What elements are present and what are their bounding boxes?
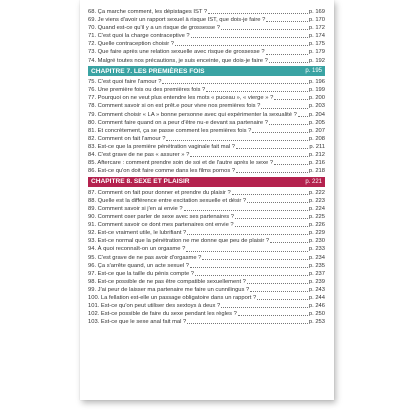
chapter-title: CHAPITRE 7. LES PREMIÈRES FOIS [91,67,205,75]
dot-leader [187,234,308,235]
entry-title: 102. Est-ce possible de faire du sexe pendant les règles ? [88,311,237,318]
entry-title: 101. Est-ce qu'on peut utiliser des sextoys à deux ? [88,303,221,310]
toc-entry [88,16,325,24]
entry-title: 83. Est-ce que la première pénétration vaginale fait mal ? [88,143,235,150]
entry-title: 70. Quand est-ce qu'il y a un risque de grossesse ? [88,25,220,32]
entry-page-number: p. 192 [308,57,325,64]
toc-entry [88,135,325,143]
entry-page-number: p. 253 [308,319,325,326]
entry-page-number: p. 224 [308,205,325,212]
entry-page-number: p. 243 [308,286,325,293]
entry-page-number: p. 239 [308,278,325,285]
dot-leader [166,140,307,141]
toc-entry [88,262,325,270]
chapter-header [88,66,325,76]
toc-entry [88,310,325,318]
dot-leader [162,83,307,84]
entry-page-number: p. 250 [308,311,325,318]
toc-entry [88,245,325,253]
entry-page-number: p. 175 [308,41,325,48]
chapter-page-number: p. 221 [305,178,322,185]
entry-title: 94. À quoi reconnaît-on un orgasme ? [88,246,186,253]
entry-page-number: p. 218 [308,168,325,175]
toc-entry [88,229,325,237]
entry-title: 75. C'est quoi faire l'amour ? [88,79,162,86]
entry-page-number: p. 169 [308,9,325,15]
toc-entry [88,151,325,159]
dot-leader [250,291,308,292]
dot-leader [208,13,308,14]
entry-title: 100. La fellation est-elle un passage obligatoire dans un rapport ? [88,295,257,301]
entry-page-number: p. 174 [308,33,325,40]
dot-leader [186,251,308,252]
dot-leader [266,54,308,55]
entry-page-number: p. 179 [308,49,325,56]
entry-page-number: p. 204 [308,111,325,118]
entry-title: 78. Comment savoir si on est prêt.e pour vivre nos premières fois ? [88,103,261,110]
dot-leader [221,307,308,308]
entry-page-number: p. 205 [308,119,325,126]
entry-page-number: p. 216 [308,160,325,167]
entry-title: 82. Comment on fait l'amour ? [88,135,166,142]
entry-page-number: p. 237 [308,270,325,277]
entry-page-number: p. 170 [308,17,325,24]
dot-leader [247,202,308,203]
toc-entry [88,24,325,32]
entry-page-number: p. 207 [308,127,325,134]
entry-page-number: p. 203 [308,103,325,110]
toc-entry [88,189,325,197]
dot-leader [190,267,308,268]
entry-page-number: p. 244 [308,295,325,301]
toc-entry [88,270,325,278]
dot-leader [187,323,308,324]
entry-page-number: p. 222 [308,189,325,196]
entry-title: 79. Comment choisir « LA » bonne personne avec qui expérimenter la sexualité ? [88,111,297,118]
entry-title: 77. Pourquoi on ne veut plus entendre les mots « puceau », « vierge » ? [88,95,274,102]
dot-leader [274,164,308,165]
entry-title: 92. Est-ce vraiment utile, le lubrifiant ? [88,230,187,237]
entry-title: 103. Est-ce que le sexe anal fait mal ? [88,319,187,326]
toc-entry [88,221,325,229]
entry-title: 89. Comment savoir si j'en ai envie ? [88,205,183,212]
entry-title: 93. Est-ce normal que la pénétration ne me donne que peu de plaisir ? [88,238,270,245]
entry-title: 81. Et concrètement, ça se passe comment les premières fois ? [88,127,252,134]
toc-entry [88,143,325,151]
entry-title: 69. Je viens d'avoir un rapport sexuel à risque IST, que dois-je faire ? [88,17,266,24]
entry-title: 73. Que faire après une relation sexuelle avec risque de grossesse ? [88,49,265,56]
entry-page-number: p. 223 [308,197,325,204]
entry-page-number: p. 226 [308,222,325,229]
entry-page-number: p. 196 [308,79,325,86]
entry-title: 74. Malgré toutes nos précautions, je suis enceinte, que dois-je faire ? [88,57,268,64]
entry-title: 80. Comment faire quand on a peur d'être nu·e devant sa partenaire ? [88,119,268,126]
toc-entry [88,111,325,119]
toc-entry [88,40,325,48]
dot-leader [235,218,308,219]
toc-entry [88,8,325,16]
chapter-header [88,177,325,187]
dot-leader [235,226,308,227]
entry-title: 87. Comment on fait pour donner et prendre du plaisir ? [88,189,231,196]
entry-title: 86. Est-ce qu'on doit faire comme dans les films pornos ? [88,168,236,175]
dot-leader [206,91,308,92]
toc-entry [88,48,325,56]
toc-entry [88,32,325,40]
toc-entry [88,213,325,221]
toc-entry [88,102,325,110]
entry-title: 76. Une première fois ou des premières fois ? [88,87,206,94]
dot-leader [266,21,308,22]
dot-leader [191,37,308,38]
toc-entry [88,237,325,245]
dot-leader [195,275,308,276]
dot-leader [236,148,308,149]
dot-leader [236,172,308,173]
dot-leader [298,116,308,117]
dot-leader [252,132,308,133]
entry-title: 72. Quelle contraception choisir ? [88,41,175,48]
entry-title: 96. Ça s'arrête quand, un acte sexuel ? [88,262,190,269]
dot-leader [257,299,308,300]
chapter-page-number: p. 195 [305,68,322,75]
chapter-title: CHAPITRE 8. SEXE ET PLAISIR [91,178,190,186]
toc-chapters [88,66,325,326]
dot-leader [221,29,308,30]
toc-entry [88,302,325,310]
toc-entry [88,86,325,94]
dot-leader [238,315,308,316]
toc-entry [88,57,325,65]
entry-title: 95. C'est grave de ne pas avoir d'orgasme ? [88,254,202,261]
toc-entry [88,294,325,302]
entry-title: 91. Comment savoir ce dont mes partenaires ont envie ? [88,222,234,229]
toc-entry [88,254,325,262]
dot-leader [269,124,308,125]
toc-entry [88,94,325,102]
dot-leader [261,108,308,109]
toc-entry [88,318,325,326]
entry-page-number: p. 229 [308,230,325,237]
entry-title: 97. Est-ce que la taille du pénis compte ? [88,270,195,277]
entry-page-number: p. 212 [308,152,325,158]
dot-leader [190,156,308,157]
dot-leader [270,242,308,243]
toc-entry [88,278,325,286]
table-of-contents [88,8,325,326]
toc-entry [88,78,325,86]
entry-page-number: p. 199 [308,87,325,94]
entry-page-number: p. 233 [308,246,325,253]
toc-entry [88,197,325,205]
entry-title: 68. Ça marche comment, les dépistages IST ? [88,9,208,15]
entry-title: 90. Comment oser parler de sexe avec ses partenaires ? [88,214,234,221]
dot-leader [269,62,308,63]
entry-page-number: p. 200 [308,95,325,102]
entry-page-number: p. 211 [309,143,325,150]
dot-leader [247,283,308,284]
toc-entry [88,159,325,167]
entry-page-number: p. 246 [308,303,325,310]
entry-page-number: p. 234 [308,254,325,261]
dot-leader [184,210,308,211]
entry-title: 98. Est-ce possible de ne pas être compatible sexuellement ? [88,278,246,285]
toc-entry [88,127,325,135]
dot-leader [274,99,308,100]
dot-leader [232,194,308,195]
entry-title: 99. J'ai peur de laisser ma partenaire me faire un cunnilingus ? [88,286,250,293]
toc-entry [88,205,325,213]
entry-page-number: p. 208 [308,135,325,142]
toc-entry [88,286,325,294]
entry-title: 71. C'est quoi la charge contraceptive ? [88,33,190,40]
dot-leader [202,259,307,260]
entry-page-number: p. 235 [308,262,325,269]
entry-title: 88. Quelle est la différence entre excitation sexuelle et désir ? [88,197,247,204]
entry-title: 85. Aftercare : comment prendre soin de soi et de l'autre après le sexe ? [88,160,274,167]
book-page [80,0,334,400]
entry-page-number: p. 172 [308,25,325,32]
dot-leader [175,45,308,46]
entry-title: 84. C'est grave de ne pas « assurer » ? [88,152,190,158]
toc-entry [88,167,325,175]
entry-page-number: p. 230 [308,238,325,245]
toc-intro-section [88,8,325,65]
entry-page-number: p. 225 [308,214,325,221]
toc-entry [88,119,325,127]
